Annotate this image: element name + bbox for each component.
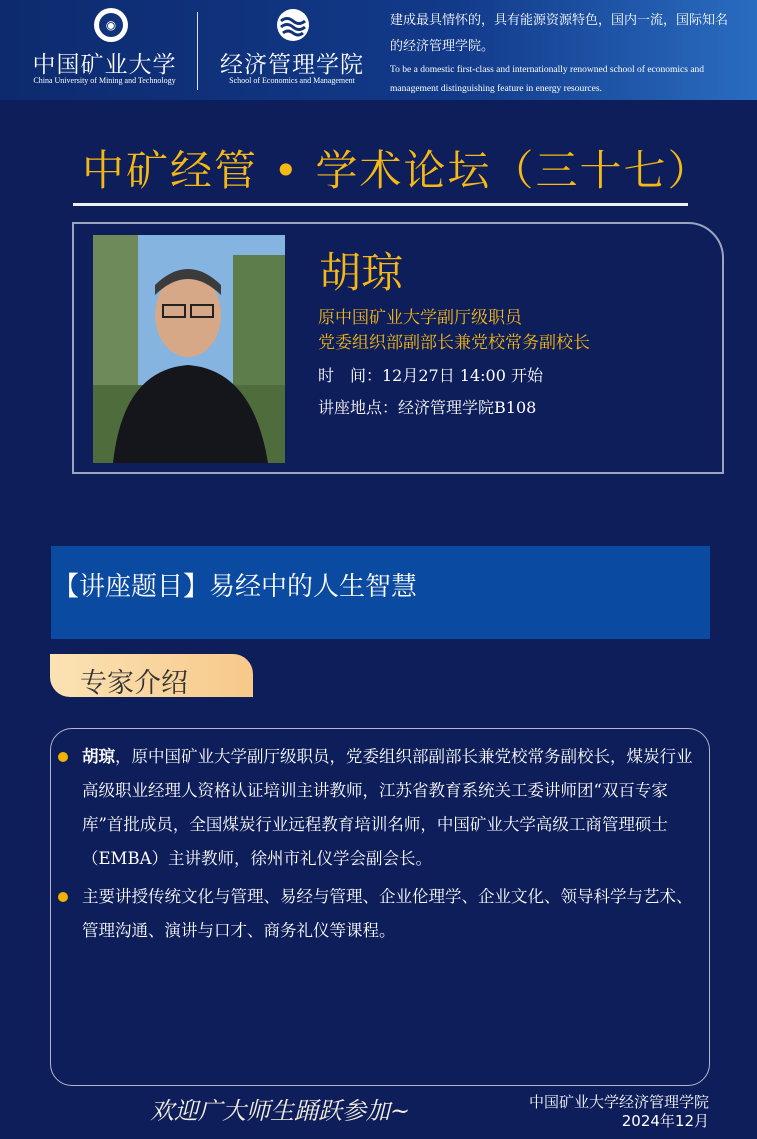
title-underline <box>73 203 688 206</box>
bullet-icon <box>58 752 68 762</box>
university-name-cn: 中国矿业大学 <box>32 52 177 78</box>
bio-name: 胡琼 <box>82 747 115 766</box>
speaker-photo <box>93 235 285 463</box>
mission-statement-en: To be a domestic first-class and internationally renowned school of economics and management distinguishing feature in energy resources. <box>390 65 705 94</box>
university-name-en: China University of Mining and Technology <box>33 76 176 85</box>
school-logo-icon <box>275 8 311 42</box>
university-logo-icon: ◉ <box>94 8 128 42</box>
header-divider <box>197 12 198 90</box>
speaker-name: 胡琼 <box>319 248 404 297</box>
school-name-en: School of Economics and Management <box>229 76 355 85</box>
bullet-icon <box>58 892 68 902</box>
speaker-position-2: 党委组织部副部长兼党校常务副校长 <box>318 333 590 353</box>
bio-text-1: ，原中国矿业大学副厅级职员，党委组织部副部长兼党校常务副校长，煤炭行业高级职业经理人资格认证培训主讲教师，江苏省教育系统关工委讲师团“双百专家库”首批成员，全国煤炭行业远程教育培训名师，中国矿业大学高级工商管理硕士（EMBA）主讲教师，徐州市礼仪学会副会长。 <box>82 747 693 868</box>
header-banner <box>0 0 757 100</box>
lecture-topic: 【讲座题目】易经中的人生智慧 <box>53 572 418 602</box>
lecture-venue: 讲座地点：经济管理学院B108 <box>318 398 537 417</box>
lecture-time: 时 间：12月27日 14:00 开始 <box>318 366 544 385</box>
welcome-message: 欢迎广大师生踊跃参加~ <box>150 1097 411 1125</box>
publish-date: 2024年12月 <box>621 1112 709 1130</box>
mission-statement-cn: 建成最具情怀的，具有能源资源特色，国内一流，国际知名的经济管理学院。 <box>390 13 729 54</box>
bio-paragraph-1 <box>82 740 707 876</box>
organizer-name: 中国矿业大学经济管理学院 <box>528 1093 709 1111</box>
forum-title: 中矿经管 • 学术论坛（三十七） <box>82 146 712 195</box>
speaker-position-1: 原中国矿业大学副厅级职员 <box>318 308 522 328</box>
bio-paragraph-2: 主要讲授传统文化与管理、易经与管理、企业伦理学、企业文化、领导科学与艺术、管理沟通、演讲与口才、商务礼仪等课程。 <box>82 887 693 940</box>
school-name-cn: 经济管理学院 <box>220 52 364 78</box>
expert-section-label: 专家介绍 <box>80 668 188 699</box>
